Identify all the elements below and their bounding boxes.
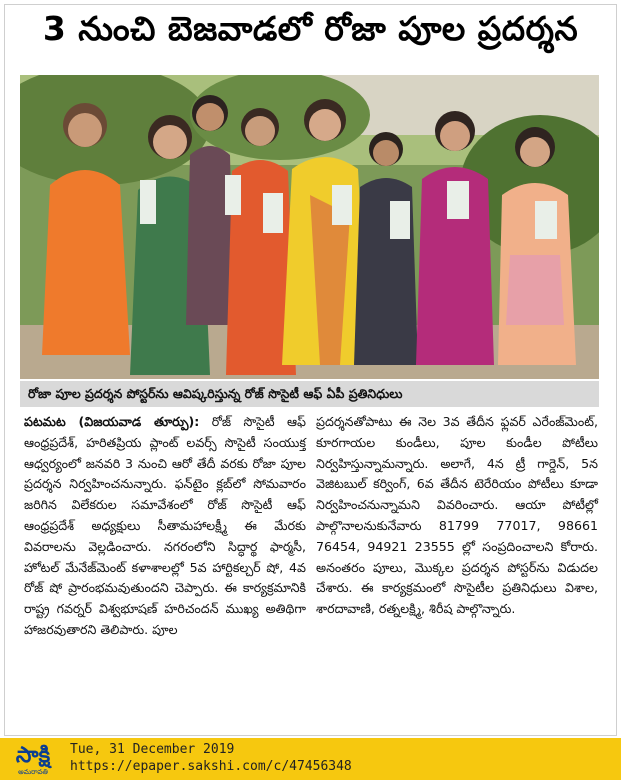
footer-bar: [0, 738, 621, 780]
logo-subtext: అమరావతి: [18, 768, 48, 776]
article-column-right: [316, 412, 598, 620]
dateline: పటమట (విజయవాడ తూర్పు):: [24, 414, 200, 429]
sakshi-logo: [6, 742, 60, 776]
article-column-left: [24, 412, 306, 641]
footer-date: Tue, 31 December 2019: [70, 742, 235, 757]
article-headline: 3 నుంచి బెజవాడలో రోజా పూల ప్రదర్శన: [42, 9, 579, 48]
photo-caption: రోజా పూల ప్రదర్శన పోస్టర్‌ను ఆవిష్కరిస్తున్న రోజ్ సొసైటీ ఆఫ్ ఏపీ ప్రతినిధులు: [20, 381, 599, 407]
footer-url[interactable]: https://epaper.sakshi.com/c/47456348: [70, 759, 352, 774]
body-text-right: ప్రదర్శనతోపాటు ఈ నెల 3వ తేదీన ఫ్లవర్ ఎరేంజ్‌మెంట్, కూరగాయల కుండీలు, పూల కుండీల పోటీలు నిర్వహిస్తున్నామన్నారు. అలాగే, 4న ట్రీ గార్డెన్, 5న వెజిటబుల్ కర్వింగ్, 6వ తేదీన టెరేరియం పోటీలు కూడా నిర్వహించనున్నామని వివరించారు. ఆయా పోటీల్లో పాల్గొనాలనుకునేవారు 81799 77017, 98661 76454, 94921 23555 ల్లో సంప్రదించాలని కోరారు. అనంతరం పూలు, మొక్కల ప్రదర్శన పోస్టర్‌ను విడుదల చేశారు. ఈ కార్యక్రమంలో సొసైటీల ప్రతినిధులు విశాల, శారదావాణి, రత్నలక్ష్మి, శిరీష పాల్గొన్నారు.: [316, 414, 598, 617]
article-photo: [20, 75, 599, 379]
body-text-left: రోజ్ సొసైటీ ఆఫ్ ఆంధ్రప్రదేశ్, హరితప్రియ ప్లాంట్ లవర్స్ సొసైటీ సంయుక్త ఆధ్వర్యంలో జనవరి 3 నుంచి ఆరో తేదీ వరకు రోజా పూల ప్రదర్శన నిర్వహించనున్నారు. ఫన్‌టైం క్లబ్‌లో సోమవారం జరిగిన విలేకరుల సమావేశంలో రోజ్ సొసైటీ ఆఫ్ ఆంధ్రప్రదేశ్ అధ్యక్షులు సీతామహాలక్ష్మీ ఈ మేరకు వివరాలను వెల్లడించారు. నగరంలోని సిద్ధార్థ ఫార్మసీ, హోటల్ మేనేజ్‌మెంట్ కళాశాలల్లో 5వ హార్టికల్చర్ షో, 4వ రోజ్ షో ప్రారంభమవుతుందని చెప్పారు. ఈ కార్యక్రమానికి రాష్ట్ర గవర్నర్ విశ్వభూషణ్ హరిచందన్ ముఖ్య అతిథిగా హాజరవుతారని తెలిపారు. పూల: [24, 414, 306, 637]
logo-text: సాక్షి: [15, 743, 51, 768]
